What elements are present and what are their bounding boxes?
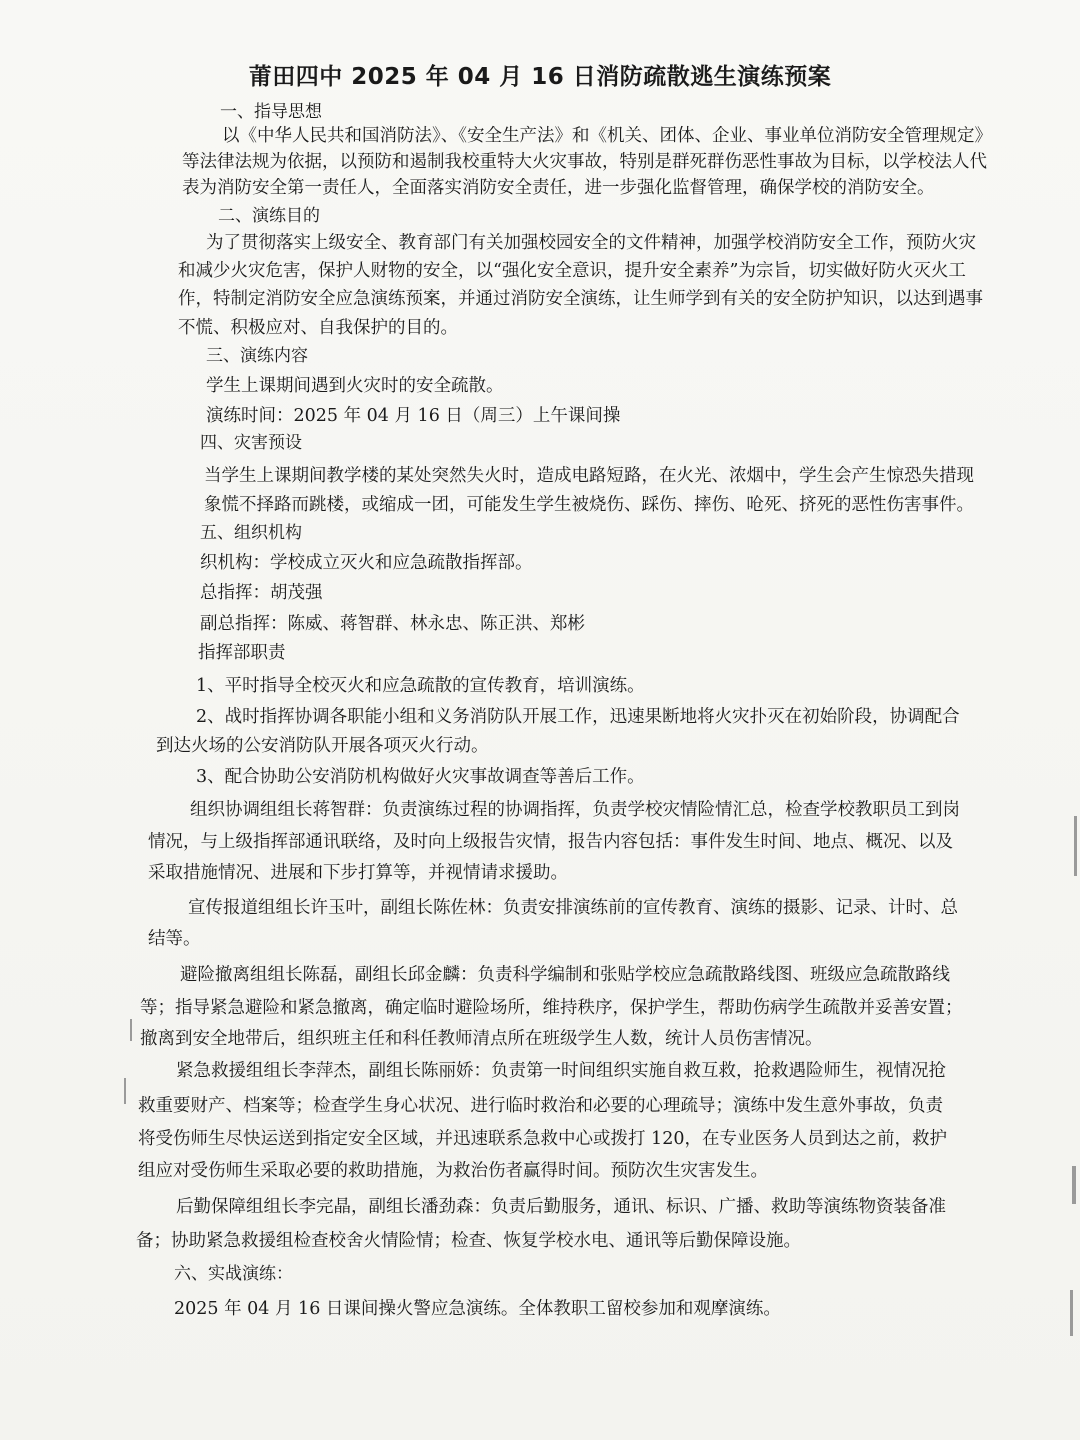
paragraph-line: 织机构：学校成立灭火和应急疏散指挥部。 bbox=[200, 553, 533, 573]
heading-disaster-scenario: 四、灾害预设 bbox=[200, 433, 302, 453]
paragraph-line: 宣传报道组组长许玉叶，副组长陈佐林：负责安排演练前的宣传教育、演练的摄影、记录、计时、总 bbox=[188, 898, 958, 918]
paragraph-line: 作，特制定消防安全应急演练预案，并通过消防安全演练，让生师学到有关的安全防护知识，以达到遇事 bbox=[178, 289, 983, 309]
paragraph-line: 紧急救援组组长李萍杰，副组长陈丽娇：负责第一时间组织实施自救互救，抢救遇险师生，视情况抢 bbox=[176, 1061, 946, 1081]
heading-organization: 五、组织机构 bbox=[200, 523, 302, 543]
live-drill-text: 2025 年 04 月 16 日课间操火警应急演练。全体教职工留校参加和观摩演练。 bbox=[174, 1299, 781, 1319]
scan-artifact bbox=[130, 1019, 132, 1041]
paragraph-line: 象慌不择路而跳楼，或缩成一团，可能发生学生被烧伤、踩伤、摔伤、呛死、挤死的恶性伤害事件。 bbox=[204, 495, 974, 515]
duty-item: 1、平时指导全校灭火和应急疏散的宣传教育，培训演练。 bbox=[196, 676, 645, 696]
paragraph-line: 组应对受伤师生采取必要的救助措施，为救治伤者赢得时间。预防次生灾害发生。 bbox=[138, 1161, 768, 1181]
paragraph-line: 等；指导紧急避险和紧急撤离，确定临时避险场所，维持秩序，保护学生，帮助伤病学生疏散并妥善安置； bbox=[140, 998, 963, 1018]
paragraph-line: 救重要财产、档案等；检查学生身心状况、进行临时救治和必要的心理疏导；演练中发生意外事故，负责 bbox=[138, 1096, 943, 1116]
paragraph-line: 结等。 bbox=[148, 929, 201, 949]
paragraph-line: 学生上课期间遇到火灾时的安全疏散。 bbox=[206, 376, 504, 396]
paragraph-line: 和减少火灾危害，保护人财物的安全，以“强化安全意识，提升安全素养”为宗旨，切实做好防火灭火工 bbox=[178, 261, 966, 281]
heading-drill-content: 三、演练内容 bbox=[206, 346, 308, 366]
scan-artifact bbox=[1070, 1290, 1073, 1336]
drill-time: 演练时间：2025 年 04 月 16 日（周三）上午课间操 bbox=[206, 406, 621, 426]
duty-item: 2、战时指挥协调各职能小组和义务消防队开展工作，迅速果断地将火灾扑灭在初始阶段，协调配合 bbox=[196, 707, 960, 727]
deputy-commanders: 副总指挥：陈威、蒋智群、林永忠、陈正洪、郑彬 bbox=[200, 614, 585, 634]
commander: 总指挥：胡茂强 bbox=[200, 583, 323, 603]
paragraph-line: 避险撤离组组长陈磊，副组长邱金麟：负责科学编制和张贴学校应急疏散路线图、班级应急疏散路线 bbox=[180, 965, 950, 985]
paragraph-line: 等法律法规为依据，以预防和遏制我校重特大火灾事故，特别是群死群伤恶性事故为目标，以学校法人代 bbox=[182, 152, 987, 172]
paragraph-line: 组织协调组组长蒋智群：负责演练过程的协调指挥，负责学校灾情险情汇总，检查学校教职员工到岗 bbox=[190, 800, 960, 820]
paragraph-line: 后勤保障组组长李完晶，副组长潘劲森：负责后勤服务，通讯、标识、广播、救助等演练物资装备准 bbox=[176, 1197, 946, 1217]
paragraph-line: 当学生上课期间教学楼的某处突然失火时，造成电路短路，在火光、浓烟中，学生会产生惊恐失措现 bbox=[204, 466, 974, 486]
scan-artifact bbox=[1072, 1166, 1076, 1204]
heading-live-drill: 六、实战演练： bbox=[174, 1264, 293, 1284]
duty-item: 3、配合协助公安消防机构做好火灾事故调查等善后工作。 bbox=[196, 767, 645, 787]
paragraph-line: 表为消防安全第一责任人，全面落实消防安全责任，进一步强化监督管理，确保学校的消防安全。 bbox=[182, 178, 935, 198]
scan-artifact bbox=[124, 1078, 126, 1104]
paragraph-line: 为了贯彻落实上级安全、教育部门有关加强校园安全的文件精神，加强学校消防安全工作，预防火灾 bbox=[206, 233, 976, 253]
paragraph-line: 备；协助紧急救援组检查校舍火情险情；检查、恢复学校水电、通讯等后勤保障设施。 bbox=[136, 1231, 801, 1251]
paragraph-line: 撤离到安全地带后，组织班主任和科任教师清点所在班级学生人数，统计人员伤害情况。 bbox=[140, 1029, 823, 1049]
heading-guiding-ideology: 一、指导思想 bbox=[220, 102, 322, 122]
paragraph-line: 以《中华人民共和国消防法》、《安全生产法》和《机关、团体、企业、事业单位消防安全管理规定》 bbox=[222, 126, 992, 146]
paragraph-line: 到达火场的公安消防队开展各项灭火行动。 bbox=[156, 736, 489, 756]
paragraph-line: 不慌、积极应对、自我保护的目的。 bbox=[178, 318, 458, 338]
paragraph-line: 情况，与上级指挥部通讯联络，及时向上级报告灾情，报告内容包括：事件发生时间、地点、概况、以及 bbox=[148, 832, 953, 852]
paragraph-line: 指挥部职责 bbox=[198, 643, 286, 663]
heading-drill-purpose: 二、演练目的 bbox=[218, 206, 320, 226]
paragraph-line: 将受伤师生尽快运送到指定安全区域，并迅速联系急救中心或拨打 120，在专业医务人员到达之前，救护 bbox=[138, 1129, 947, 1149]
scan-artifact bbox=[1074, 816, 1077, 876]
page-title: 莆田四中 2025 年 04 月 16 日消防疏散逃生演练预案 bbox=[248, 64, 832, 90]
paragraph-line: 采取措施情况、进展和下步打算等，并视情请求援助。 bbox=[148, 863, 568, 883]
